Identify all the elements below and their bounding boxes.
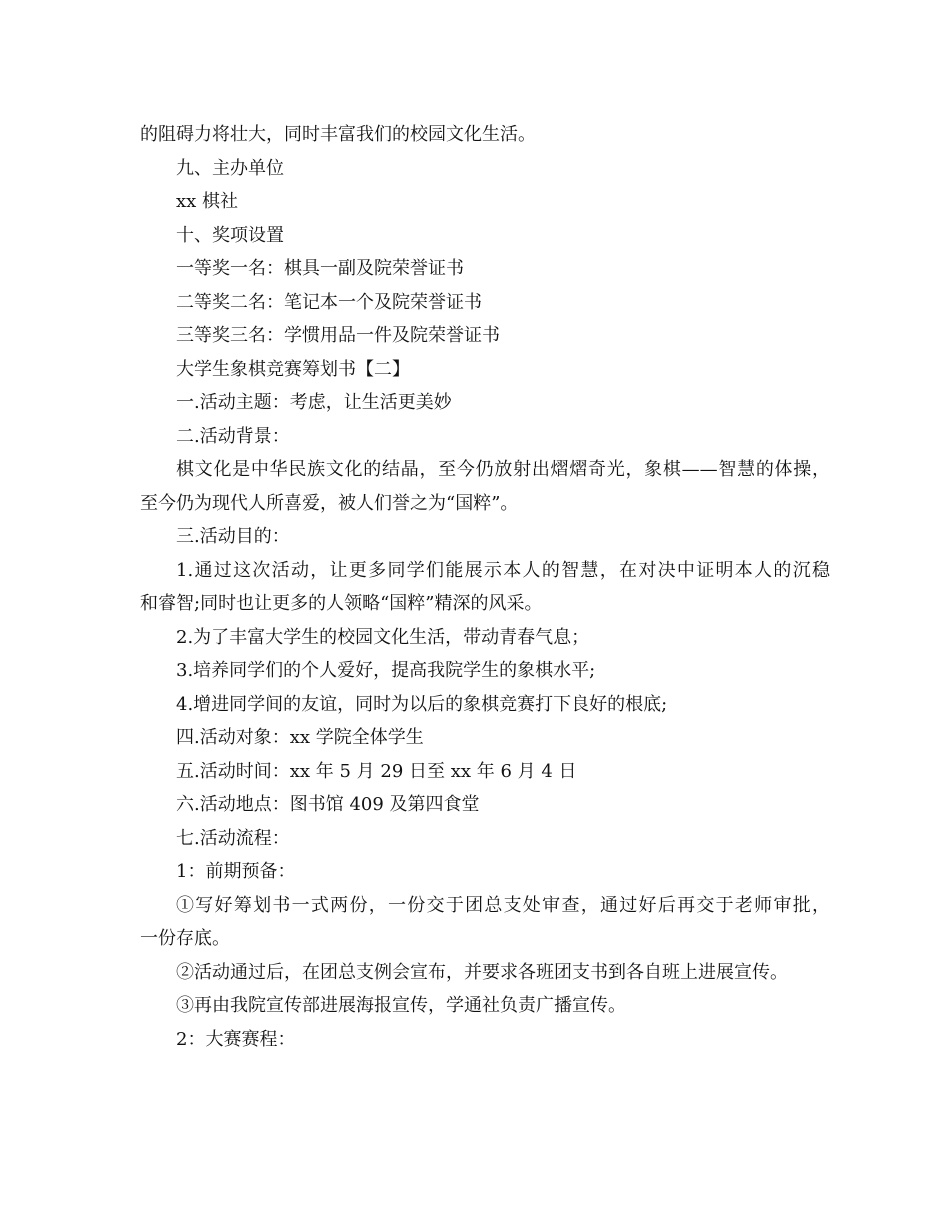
section-heading: 十、奖项设置 — [176, 224, 284, 246]
paragraph-line: 的阻碍力将壮大，同时丰富我们的校园文化生活。 — [140, 124, 536, 145]
section-heading: 二.活动背景： — [176, 425, 290, 447]
paragraph-line: xx 棋社 — [176, 191, 239, 212]
section-heading: 三.活动目的： — [176, 526, 290, 547]
list-item: 3.培养同学们的个人爱好，提高我院学生的象棋水平; — [176, 660, 596, 681]
document-body — [140, 118, 830, 1056]
section-heading: 九、主办单位 — [176, 157, 284, 179]
section-heading: 五.活动时间：xx 年 5 月 29 日至 xx 年 6 月 4 日 — [176, 760, 577, 782]
list-item: ③再由我院宣传部进展海报宣传，学通社负责广播宣传。 — [176, 995, 626, 1016]
section-heading: 一.活动主题：考虑，让生活更美妙 — [176, 392, 452, 413]
document-title: 大学生象棋竞赛筹划书【二】 — [176, 358, 410, 380]
paragraph-line: 棋文化是中华民族文化的结晶，至今仍放射出熠熠奇光，象棋——智慧的体操， — [176, 459, 830, 480]
list-item: 二等奖二名：笔记本一个及院荣誉证书 — [176, 291, 482, 313]
paragraph-line: 至今仍为现代人所喜爱，被人们誉之为“国粹”。 — [140, 492, 519, 514]
section-heading: 七.活动流程： — [176, 827, 290, 849]
list-item: 2.为了丰富大学生的校园文化生活，带动青春气息； — [176, 626, 590, 648]
subsection-heading: 1：前期预备： — [176, 861, 296, 882]
subsection-heading: 2：大赛赛程： — [176, 1028, 296, 1050]
list-item: 4.增进同学间的友谊，同时为以后的象棋竞赛打下良好的根底; — [176, 693, 668, 715]
paragraph-line: 一份存底。 — [140, 928, 230, 949]
list-item: ②活动通过后，在团总支例会宣布，并要求各班团支书到各自班上进展宣传。 — [176, 961, 788, 983]
paragraph-line: 和睿智;同时也让更多的人领略“国粹”精深的风采。 — [140, 593, 543, 614]
list-item: 一等奖一名：棋具一副及院荣誉证书 — [176, 258, 464, 279]
list-item: 三等奖三名：学惯用品一件及院荣誉证书 — [176, 325, 500, 346]
list-item: ①写好筹划书一式两份，一份交于团总支处审查，通过好后再交于老师审批， — [176, 894, 830, 916]
list-item: 1.通过这次活动，让更多同学们能展示本人的智慧，在对决中证明本人的沉稳 — [176, 559, 830, 581]
section-heading: 六.活动地点：图书馆 409 及第四食堂 — [176, 794, 480, 815]
section-heading: 四.活动对象：xx 学院全体学生 — [176, 727, 424, 748]
